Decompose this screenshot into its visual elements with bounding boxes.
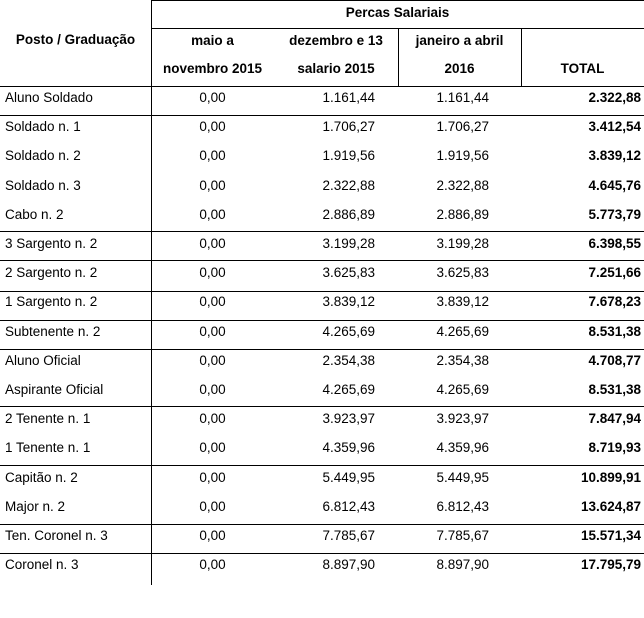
row-dez-13-2015: 2.354,38 — [322, 353, 375, 368]
row-dez-13-2015: 1.161,44 — [322, 90, 375, 105]
row-maio-nov-2015: 0,00 — [199, 148, 226, 163]
row-maio-nov-2015: 0,00 — [199, 528, 226, 543]
row-total: 8.719,93 — [588, 440, 641, 455]
row-maio-nov-2015: 0,00 — [199, 411, 226, 426]
row-posto: 1 Sargento n. 2 — [5, 294, 98, 309]
row-posto: Aluno Oficial — [5, 353, 81, 368]
row-total: 3.839,12 — [588, 148, 641, 163]
row-total: 7.678,23 — [588, 294, 641, 309]
row-dez-13-2015: 8.897,90 — [322, 557, 375, 572]
grid-line-row — [0, 406, 644, 407]
grid-line-row — [0, 524, 644, 525]
row-jan-abr-2016: 6.812,43 — [436, 499, 489, 514]
header-col1-line1: maio a — [191, 33, 234, 48]
row-total: 4.708,77 — [588, 353, 641, 368]
row-posto: 2 Tenente n. 1 — [5, 411, 91, 426]
row-maio-nov-2015: 0,00 — [199, 236, 226, 251]
row-jan-abr-2016: 5.449,95 — [436, 470, 489, 485]
row-posto: 3 Sargento n. 2 — [5, 236, 98, 251]
row-maio-nov-2015: 0,00 — [199, 207, 226, 222]
row-posto: Cabo n. 2 — [5, 207, 64, 222]
row-dez-13-2015: 1.706,27 — [322, 119, 375, 134]
row-posto: Soldado n. 3 — [5, 178, 81, 193]
grid-line-col-header-total — [521, 28, 522, 86]
row-jan-abr-2016: 1.161,44 — [436, 90, 489, 105]
row-maio-nov-2015: 0,00 — [199, 353, 226, 368]
row-dez-13-2015: 1.919,56 — [322, 148, 375, 163]
row-total: 17.795,79 — [580, 557, 641, 572]
row-dez-13-2015: 4.265,69 — [322, 324, 375, 339]
row-total: 10.899,91 — [580, 470, 641, 485]
row-dez-13-2015: 2.886,89 — [322, 207, 375, 222]
grid-line-row — [0, 231, 644, 232]
grid-line-row — [0, 260, 644, 261]
row-jan-abr-2016: 2.322,88 — [436, 178, 489, 193]
row-jan-abr-2016: 8.897,90 — [436, 557, 489, 572]
row-dez-13-2015: 3.625,83 — [322, 265, 375, 280]
row-jan-abr-2016: 3.199,28 — [436, 236, 489, 251]
grid-line-row — [0, 291, 644, 292]
row-maio-nov-2015: 0,00 — [199, 294, 226, 309]
row-dez-13-2015: 2.322,88 — [322, 178, 375, 193]
row-maio-nov-2015: 0,00 — [199, 324, 226, 339]
row-posto: Ten. Coronel n. 3 — [5, 528, 108, 543]
row-posto: Major n. 2 — [5, 499, 66, 514]
header-total: TOTAL — [560, 61, 605, 76]
row-posto: Soldado n. 1 — [5, 119, 81, 134]
header-percas-salariais: Percas Salariais — [345, 5, 450, 20]
row-total: 4.645,76 — [588, 178, 641, 193]
grid-line-col-header-3 — [398, 28, 399, 86]
row-maio-nov-2015: 0,00 — [199, 470, 226, 485]
row-maio-nov-2015: 0,00 — [199, 119, 226, 134]
row-total: 5.773,79 — [588, 207, 641, 222]
row-total: 7.847,94 — [588, 411, 641, 426]
row-dez-13-2015: 6.812,43 — [322, 499, 375, 514]
row-maio-nov-2015: 0,00 — [199, 265, 226, 280]
row-total: 15.571,34 — [580, 528, 641, 543]
row-jan-abr-2016: 7.785,67 — [436, 528, 489, 543]
header-col3-line2: 2016 — [444, 61, 475, 76]
grid-line-col-posto — [151, 0, 152, 585]
row-posto: Soldado n. 2 — [5, 148, 81, 163]
row-jan-abr-2016: 2.354,38 — [436, 353, 489, 368]
header-col3-line1: janeiro a abril — [415, 33, 504, 48]
row-dez-13-2015: 5.449,95 — [322, 470, 375, 485]
row-posto: Subtenente n. 2 — [5, 324, 101, 339]
row-maio-nov-2015: 0,00 — [199, 557, 226, 572]
grid-line-row — [0, 553, 644, 554]
row-jan-abr-2016: 1.706,27 — [436, 119, 489, 134]
row-dez-13-2015: 4.265,69 — [322, 382, 375, 397]
row-total: 6.398,55 — [588, 236, 641, 251]
row-dez-13-2015: 3.839,12 — [322, 294, 375, 309]
row-maio-nov-2015: 0,00 — [199, 90, 226, 105]
grid-line-row — [0, 320, 644, 321]
row-total: 8.531,38 — [588, 382, 641, 397]
row-jan-abr-2016: 1.919,56 — [436, 148, 489, 163]
row-posto: Aluno Soldado — [5, 90, 93, 105]
row-posto: Capitão n. 2 — [5, 470, 78, 485]
row-total: 2.322,88 — [588, 90, 641, 105]
row-maio-nov-2015: 0,00 — [199, 499, 226, 514]
grid-line-row — [0, 349, 644, 350]
row-dez-13-2015: 3.923,97 — [322, 411, 375, 426]
header-col1-line2: novembro 2015 — [162, 61, 263, 76]
grid-line-row — [0, 86, 644, 87]
row-posto: 1 Tenente n. 1 — [5, 440, 91, 455]
row-jan-abr-2016: 4.359,96 — [436, 440, 489, 455]
row-dez-13-2015: 3.199,28 — [322, 236, 375, 251]
row-maio-nov-2015: 0,00 — [199, 440, 226, 455]
row-total: 7.251,66 — [588, 265, 641, 280]
row-total: 3.412,54 — [588, 119, 641, 134]
row-total: 8.531,38 — [588, 324, 641, 339]
row-dez-13-2015: 7.785,67 — [322, 528, 375, 543]
header-col2-line2: salario 2015 — [297, 61, 375, 76]
row-jan-abr-2016: 3.923,97 — [436, 411, 489, 426]
row-posto: Coronel n. 3 — [5, 557, 79, 572]
row-jan-abr-2016: 4.265,69 — [436, 324, 489, 339]
grid-line-row — [0, 465, 644, 466]
row-jan-abr-2016: 4.265,69 — [436, 382, 489, 397]
grid-line-row — [0, 115, 644, 116]
header-posto: Posto / Graduação — [15, 32, 136, 47]
header-col2-line1: dezembro e 13 — [289, 33, 383, 48]
row-posto: 2 Sargento n. 2 — [5, 265, 98, 280]
row-maio-nov-2015: 0,00 — [199, 382, 226, 397]
row-total: 13.624,87 — [580, 499, 641, 514]
row-maio-nov-2015: 0,00 — [199, 178, 226, 193]
grid-line-top — [151, 0, 644, 1]
row-posto: Aspirante Oficial — [5, 382, 104, 397]
row-jan-abr-2016: 3.625,83 — [436, 265, 489, 280]
row-dez-13-2015: 4.359,96 — [322, 440, 375, 455]
row-jan-abr-2016: 3.839,12 — [436, 294, 489, 309]
row-jan-abr-2016: 2.886,89 — [436, 207, 489, 222]
